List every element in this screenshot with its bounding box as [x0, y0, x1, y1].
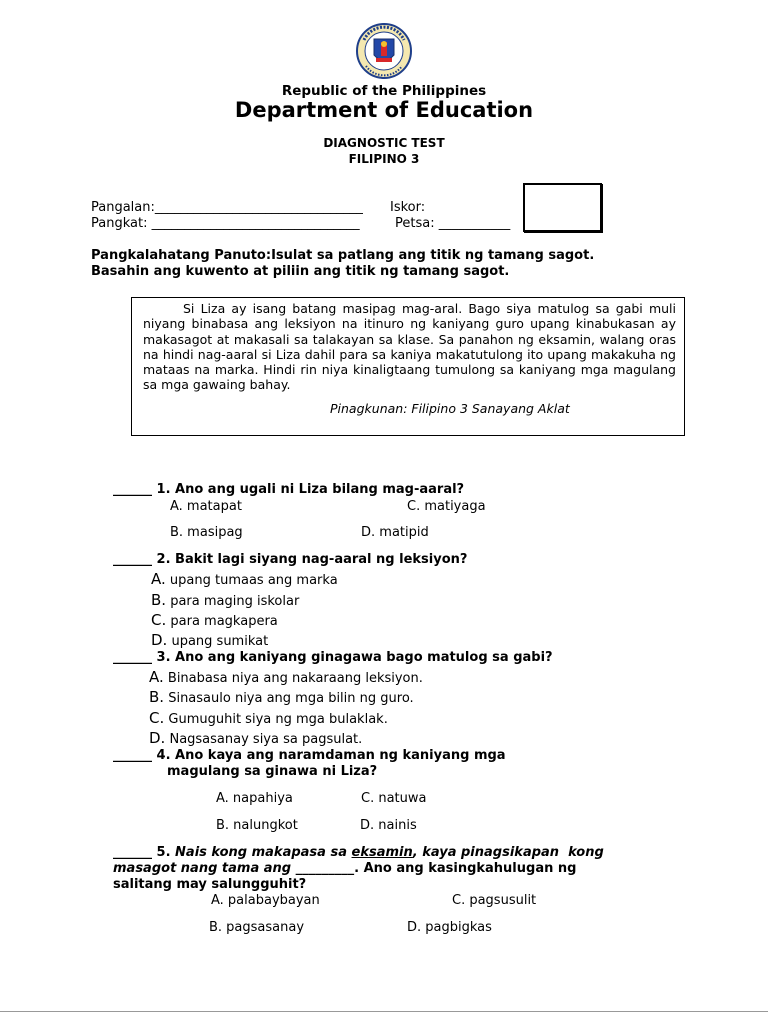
deped-seal-logo [350, 22, 418, 80]
instructions [91, 248, 651, 280]
q4-option-a: A. napahiya [216, 791, 293, 806]
q1-option-d: D. matipid [361, 525, 429, 540]
q3-option-c [149, 709, 388, 727]
q2-letter-b: B. [151, 591, 167, 609]
question-2: ______ 2. Bakit lagi siyang nag-aaral ng leksiyon? [113, 552, 468, 567]
q1-option-a: A. matapat [170, 499, 242, 514]
q5-option-a: A. palabaybayan [211, 893, 320, 908]
q3-option-b [149, 688, 414, 706]
q5-option-b: B. pagsasanay [209, 920, 305, 935]
question-4-line-1: ______ 4. Ano kaya ang naramdaman ng kaniyang mga [113, 748, 506, 763]
q3-option-a [149, 668, 423, 686]
q2-text-c: para magkapera [170, 614, 278, 629]
q3-option-d [149, 729, 362, 747]
question-1: ______ 1. Ano ang ugali ni Liza bilang mag-aaral? [113, 482, 465, 497]
q2-text-d: upang sumikat [171, 634, 269, 649]
department-title: Department of Education [234, 98, 534, 122]
story-box [131, 297, 685, 436]
test-title: DIAGNOSTIC TEST [323, 136, 445, 150]
question-5-line-1 [113, 845, 604, 860]
q5-number: ______ 5. [113, 845, 176, 860]
republic-heading: Republic of the Philippines [281, 83, 487, 99]
question-5-line-3: salitang may salungguhit? [113, 877, 307, 892]
q3-text-b: Sinasaulo niya ang mga bilin ng guro. [168, 691, 414, 706]
q3-letter-a: A. [149, 668, 164, 686]
story-source: Pinagkunan: Filipino 3 Sanayang Aklat [330, 401, 570, 416]
q5-blank: _________ [295, 861, 355, 876]
q2-letter-c: C. [151, 611, 167, 629]
q4-option-d: D. nainis [360, 818, 417, 833]
q1-option-b: B. masipag [170, 525, 243, 540]
q5-underlined-word: eksamin [351, 845, 413, 860]
q3-text-a: Binabasa niya ang nakaraang leksiyon. [167, 671, 423, 686]
score-label: Iskor: [390, 200, 426, 215]
subject-title: FILIPINO 3 [348, 152, 420, 166]
q3-text-c: Gumuguhit siya ng mga bulaklak. [168, 712, 388, 727]
q3-text-d: Nagsasanay siya sa pagsulat. [169, 732, 363, 747]
question-5-line-2 [113, 861, 576, 876]
q3-letter-c: C. [149, 709, 165, 727]
story-text [143, 301, 676, 393]
q4-option-b: B. nalungkot [216, 818, 298, 833]
instruction-line-2: Basahin ang kuwento at piliin ang titik ng tamang sagot. [91, 264, 510, 279]
instruction-line-1: Pangkalahatang Panuto:Isulat sa patlang ang titik ng tamang sagot. [91, 248, 595, 263]
question-4-line-2: magulang sa ginawa ni Liza? [167, 764, 378, 779]
date-field[interactable]: Petsa: ___________ [395, 216, 511, 231]
q1-option-c: C. matiyaga [407, 499, 486, 514]
q2-text-b: para maging iskolar [170, 594, 300, 609]
score-box[interactable] [523, 183, 602, 232]
q5-option-c: C. pagsusulit [452, 893, 537, 908]
q5-italic-a: Nais kong makapasa sa [175, 845, 352, 860]
q3-letter-b: B. [149, 688, 165, 706]
q5-italic-b: , kaya pinagsikapan kong [412, 845, 604, 860]
q3-letter-d: D. [149, 729, 166, 747]
q2-option-a [151, 570, 338, 588]
story-paragraph: Si Liza ay isang batang masipag mag-aral. Bago siya matulog sa gabi muli niyang binabasa ang leksiyon na itinuro ng kaniyang guro upang kinabukasan ay makasagot at makasali sa talakayan sa klase. Sa panahon ng eksamin, walang oras na hindi nag-aaral si Liza dahil para sa kaniya makatutulong ito upang makakuha ng mataas na marka. Hindi rin niya kinaligtaang tumulong sa kaniyang mga magulang sa mga gawaing bahay. [143, 301, 676, 393]
q5-option-d: D. pagbigkas [407, 920, 492, 935]
page-bottom-divider [0, 1011, 768, 1012]
q4-option-c: C. natuwa [361, 791, 427, 806]
q2-option-d [151, 631, 268, 649]
q2-option-b [151, 591, 299, 609]
q2-letter-a: A. [151, 570, 166, 588]
name-field[interactable]: Pangalan:________________________________ [91, 200, 363, 215]
q2-text-a: upang tumaas ang marka [169, 573, 338, 588]
section-field[interactable]: Pangkat: ________________________________ [91, 216, 360, 231]
question-3: ______ 3. Ano ang kaniyang ginagawa bago matulog sa gabi? [113, 650, 553, 665]
q2-letter-d: D. [151, 631, 168, 649]
q5-line2-rest: . Ano ang kasingkahulugan ng [354, 861, 577, 876]
q5-line2-italic: masagot nang tama ang [113, 861, 296, 876]
q2-option-c [151, 611, 278, 629]
